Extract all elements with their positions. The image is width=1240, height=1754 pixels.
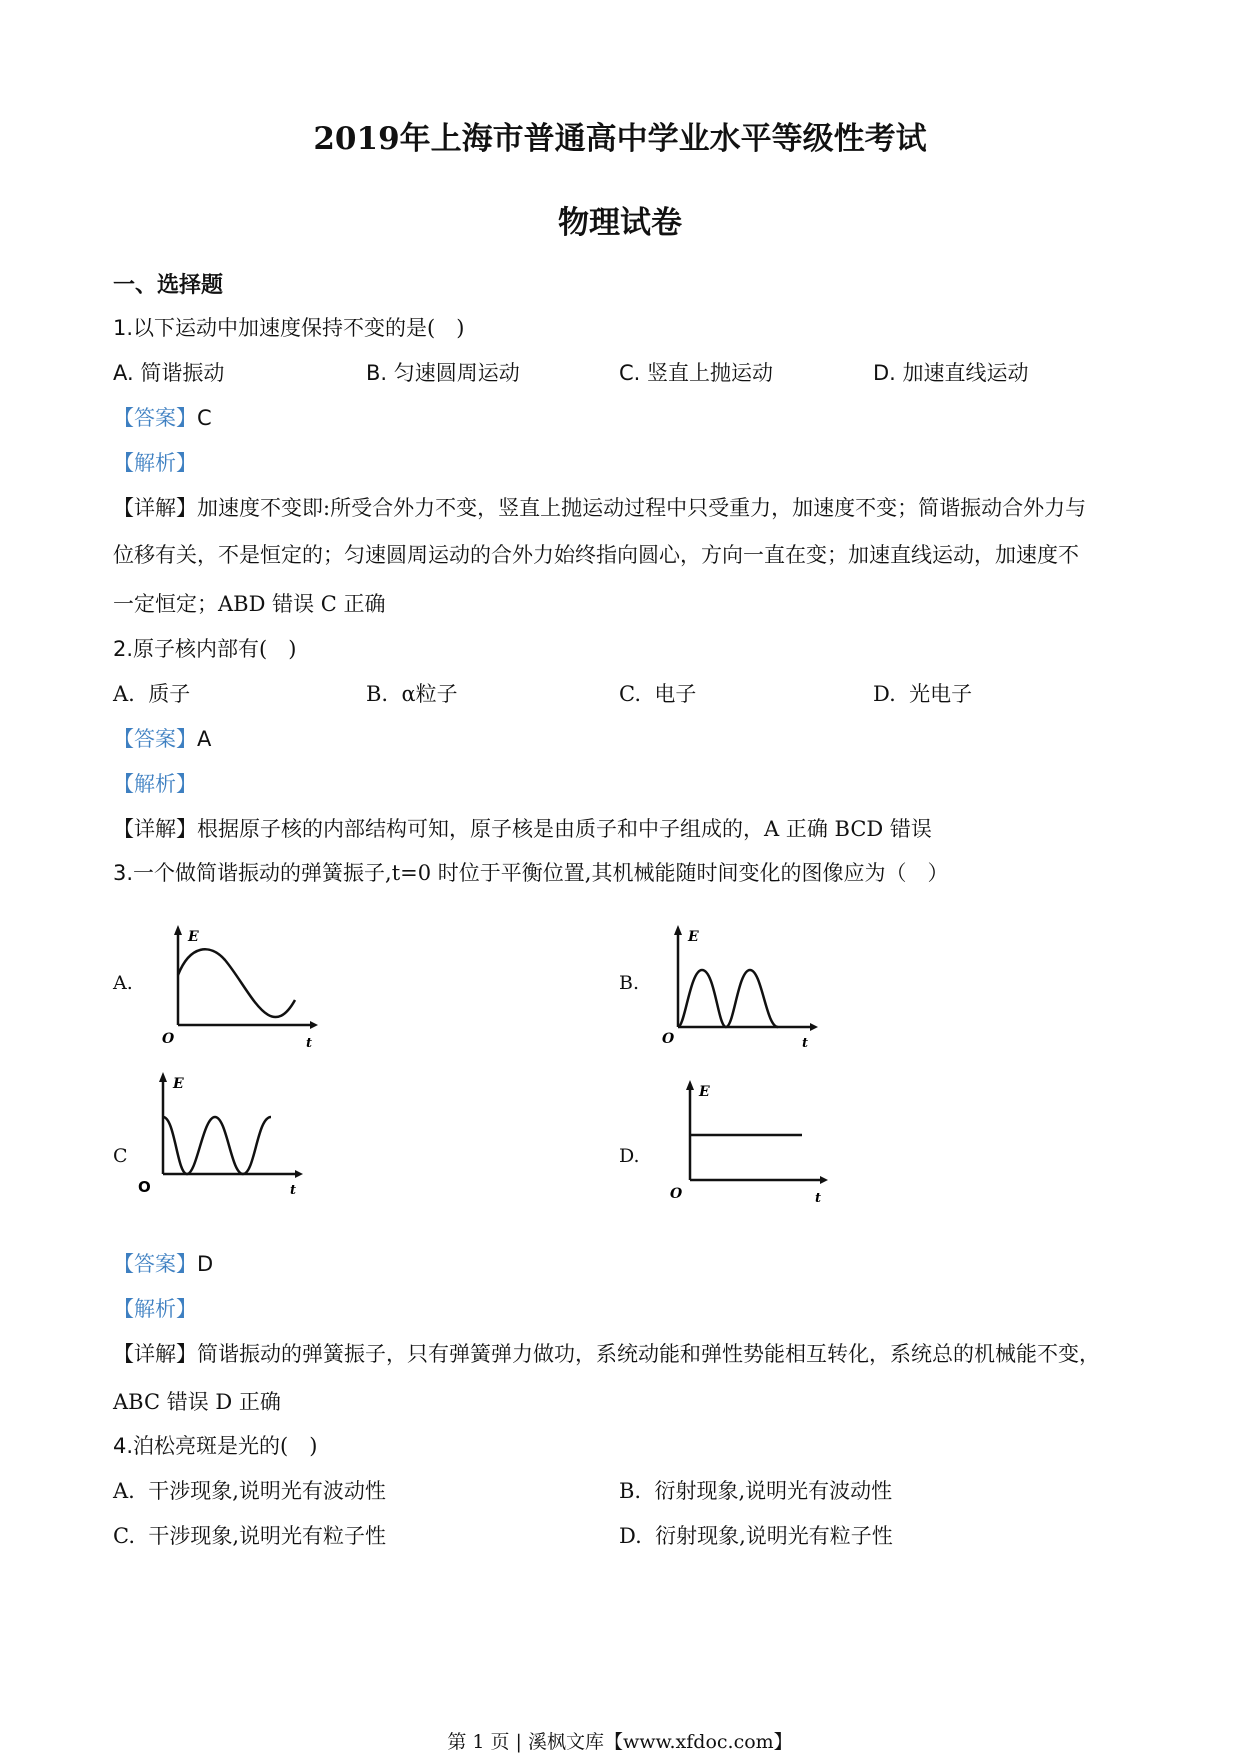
q1-option-c-text: 竖直上抛运动 (647, 361, 774, 385)
y-axis-arrow (686, 1080, 694, 1090)
q4-number: 4. (113, 1434, 134, 1458)
q1-stem-line (113, 314, 464, 342)
q2-option-d-text: 光电子 (909, 682, 973, 706)
q2-option-b-letter: B. (366, 682, 389, 706)
curve (678, 970, 778, 1027)
q2-analysis-label: 【解析】 (113, 772, 197, 796)
q2-option-b-text: α粒子 (401, 682, 458, 706)
q2-option-a-letter: A. (113, 682, 135, 706)
q4-option-a (113, 1477, 386, 1505)
q2-detail-text: 根据原子核的内部结构可知，原子核是由质子和中子组成的，A 正确 BCD 错误 (197, 817, 932, 841)
q2-stem: 原子核内部有( ) (133, 637, 297, 661)
q4-option-a-letter: A. (113, 1479, 135, 1503)
origin-label: O (662, 1031, 675, 1047)
q2-answer-value: A (197, 727, 212, 751)
x-axis-arrow (810, 1023, 818, 1031)
x-axis-arrow (820, 1176, 828, 1184)
y-axis-arrow (174, 925, 182, 935)
q4-option-c-text: 干涉现象,说明光有粒子性 (148, 1524, 387, 1548)
curve (178, 949, 295, 1017)
q3-answer (113, 1250, 213, 1278)
q3-detail-text-1: 简谐振动的弹簧振子，只有弹簧弹力做功，系统动能和弹性势能相互转化，系统总的机械能不变， (197, 1342, 1100, 1366)
q1-number: 1. (113, 316, 134, 340)
q4-option-c (113, 1522, 386, 1550)
page-footer: 第 1 页 | 溪枫文库【www.xfdoc.com】 (447, 1731, 793, 1753)
x-axis-arrow (310, 1021, 318, 1029)
q3-stem: 一个做简谐振动的弹簧振子,t=0 时位于平衡位置,其机械能随时间变化的图像应为（ ） (133, 861, 949, 885)
q1-option-b-letter: B. (366, 361, 388, 385)
q2-option-c-letter: C. (619, 682, 641, 706)
q2-answer-label: 【答案】 (113, 727, 197, 751)
exam-subtitle: 物理试卷 (558, 205, 682, 241)
y-axis-label: E (699, 1084, 710, 1100)
q1-option-d (873, 359, 1029, 387)
q3-analysis-label: 【解析】 (113, 1297, 197, 1321)
q4-option-d-text: 衍射现象,说明光有粒子性 (655, 1524, 893, 1548)
q3-graph-d-letter: D. (619, 1145, 640, 1167)
q3-stem-line (113, 859, 948, 887)
q1-answer (113, 404, 212, 432)
q3-graph-b-letter: B. (619, 972, 640, 994)
q3-graph-a (160, 925, 320, 1050)
q3-graph-b (660, 925, 820, 1050)
q1-option-a-text: 简谐振动 (140, 361, 225, 385)
q1-detail-line-1 (113, 494, 1086, 522)
q2-detail-label: 【详解】 (113, 817, 197, 841)
q3-detail-line-1 (113, 1340, 1100, 1368)
q4-option-a-text: 干涉现象,说明光有波动性 (148, 1479, 386, 1503)
q2-option-d-letter: D. (873, 682, 896, 706)
q1-detail-text-1: 加速度不变即:所受合外力不变，竖直上抛运动过程中只受重力，加速度不变；简谐振动合外力与 (197, 496, 1087, 520)
x-axis-label: t (802, 1036, 809, 1050)
q3-graph-c (135, 1072, 305, 1202)
q1-option-c (619, 359, 773, 387)
q1-option-a (113, 359, 224, 387)
q1-option-a-letter: A. (113, 361, 134, 385)
q1-detail-line-3: 一定恒定；ABD 错误 C 正确 (113, 592, 386, 616)
origin-label: O (670, 1186, 683, 1202)
q3-number: 3. (113, 861, 134, 885)
section-heading: 一、选择题 (113, 273, 224, 298)
q1-option-d-text: 加速直线运动 (902, 361, 1029, 385)
x-axis-label: t (290, 1183, 297, 1198)
x-axis-label: t (306, 1036, 313, 1050)
q4-option-b (619, 1477, 892, 1505)
q3-graph-a-letter: A. (113, 972, 133, 994)
q2-stem-line (113, 635, 296, 663)
curve (163, 1117, 271, 1174)
q2-option-c-text: 电子 (654, 682, 697, 706)
q4-stem: 泊松亮斑是光的( ) (133, 1434, 318, 1458)
q1-option-d-letter: D. (873, 361, 896, 385)
y-axis-arrow (674, 925, 682, 935)
q1-answer-label: 【答案】 (113, 406, 197, 430)
q2-option-d (873, 680, 972, 708)
q3-detail-label: 【详解】 (113, 1342, 197, 1366)
q2-option-c (619, 680, 696, 708)
q3-graph-c-letter: C (113, 1145, 128, 1167)
q3-detail-line-2: ABC 错误 D 正确 (113, 1390, 281, 1414)
q2-detail (113, 815, 932, 843)
q2-option-a (113, 680, 190, 708)
y-axis-label: E (173, 1076, 184, 1092)
origin-label: O (138, 1178, 151, 1196)
q4-option-d-letter: D. (619, 1524, 642, 1548)
y-axis-label: E (188, 929, 199, 945)
exam-title: 2019年上海市普通高中学业水平等级性考试 (313, 121, 927, 157)
q1-option-c-letter: C. (619, 361, 641, 385)
q1-detail-label: 【详解】 (113, 496, 197, 520)
q2-number: 2. (113, 637, 134, 661)
q1-analysis-label: 【解析】 (113, 451, 197, 475)
q2-option-b (366, 680, 458, 708)
q1-detail-line-2: 位移有关，不是恒定的；匀速圆周运动的合外力始终指向圆心，方向一直在变；加速直线运动，加速度不 (113, 543, 1079, 567)
y-axis-arrow (159, 1072, 167, 1082)
x-axis-label: t (815, 1191, 822, 1206)
q4-option-b-letter: B. (619, 1479, 642, 1503)
q2-answer (113, 725, 211, 753)
q4-option-b-text: 衍射现象,说明光有波动性 (654, 1479, 893, 1503)
q1-option-b (366, 359, 520, 387)
q1-stem: 以下运动中加速度保持不变的是( ) (133, 316, 465, 340)
q4-option-d (619, 1522, 893, 1550)
x-axis-arrow (295, 1170, 303, 1178)
origin-label: O (162, 1031, 175, 1047)
y-axis-label: E (688, 929, 699, 945)
q3-answer-value: D (197, 1252, 214, 1276)
q4-stem-line (113, 1432, 317, 1460)
q3-answer-label: 【答案】 (113, 1252, 197, 1276)
q1-answer-value: C (197, 406, 212, 430)
q2-option-a-text: 质子 (148, 682, 191, 706)
q3-graph-d (665, 1080, 835, 1210)
q4-option-c-letter: C. (113, 1524, 135, 1548)
q1-option-b-text: 匀速圆周运动 (393, 361, 520, 385)
